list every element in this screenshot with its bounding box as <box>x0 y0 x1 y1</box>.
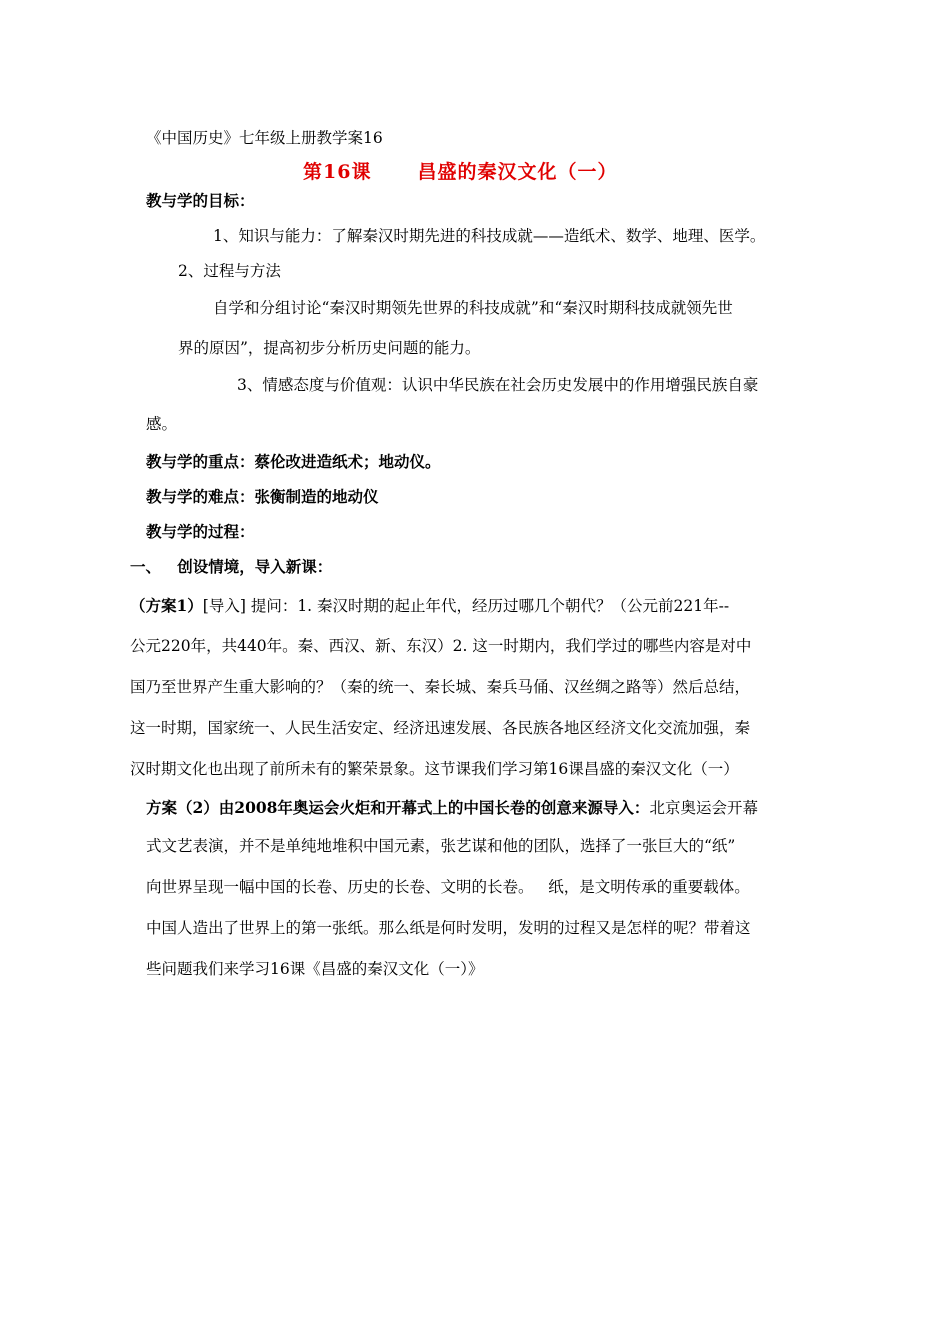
plan-2-text-1: 北京奥运会开幕 <box>649 799 758 817</box>
goal-item-2-heading: 2、过程与方法 <box>178 262 281 280</box>
goal-item-2-line-1: 自学和分组讨论“秦汉时期领先世界的科技成就”和“秦汉时期科技成就领先世 <box>213 299 733 317</box>
plan-2-line-1 <box>146 798 758 818</box>
plan-1-line-2: 公元220年，共440年。秦、西汉、新、东汉）2. 这一时期内，我们学过的哪些内容是对中 <box>130 637 752 655</box>
plan-1-text-1: [导入] 提问：1. 秦汉时期的起止年代，经历过哪几个朝代？（公元前221年-- <box>202 597 730 615</box>
plan-1-line-1 <box>130 596 729 616</box>
plan-2-line-2: 式文艺表演，并不是单纯地堆积中国元素，张艺谋和他的团队，选择了一张巨大的“纸” <box>146 837 736 855</box>
plan-1-label: （方案1） <box>130 596 203 615</box>
plan-2-line-5: 些问题我们来学习16课《昌盛的秦汉文化（一）》 <box>146 960 484 978</box>
plan-2-line-3: 向世界呈现一幅中国的长卷、历史的长卷、文明的长卷。 纸，是文明传承的重要载体。 <box>146 878 750 896</box>
lesson-name: 昌盛的秦汉文化（一） <box>417 161 618 183</box>
plan-2-line-4: 中国人造出了世界上的第一张纸。那么纸是何时发明，发明的过程又是怎样的呢？带着这 <box>146 919 751 937</box>
goals-heading: 教与学的目标： <box>146 191 255 210</box>
difficulty <box>146 487 379 507</box>
document-header: 《中国历史》七年级上册教学案16 <box>146 129 383 147</box>
plan-1-line-3: 国乃至世界产生重大影响的？（秦的统一、秦长城、秦兵马俑、汉丝绸之路等）然后总结， <box>130 678 751 696</box>
plan-2-label: 方案（2）由2008年奥运会火炬和开幕式上的中国长卷的创意来源导入： <box>146 798 650 817</box>
key-points-text: 蔡伦改进造纸术；地动仪。 <box>254 452 441 471</box>
section-1-heading: 一、 创设情境，导入新课： <box>130 557 333 576</box>
lesson-number: 第16课 <box>303 161 372 183</box>
key-points-label: 教与学的重点： <box>146 452 255 471</box>
plan-1-line-5: 汉时期文化也出现了前所未有的繁荣景象。这节课我们学习第16课昌盛的秦汉文化（一） <box>130 760 739 778</box>
difficulty-text: 张衡制造的地动仪 <box>254 487 379 506</box>
plan-1-line-4: 这一时期，国家统一、人民生活安定、经济迅速发展、各民族各地区经济文化交流加强，秦 <box>130 719 751 737</box>
process-heading: 教与学的过程： <box>146 522 255 541</box>
difficulty-label: 教与学的难点： <box>146 487 255 506</box>
lesson-title <box>303 162 617 182</box>
key-points <box>146 452 441 472</box>
goal-item-1: 1、知识与能力：了解秦汉时期先进的科技成就——造纸术、数学、地理、医学。 <box>213 227 766 245</box>
goal-item-2-line-2: 界的原因”，提高初步分析历史问题的能力。 <box>178 339 481 357</box>
goal-item-3-line-2: 感。 <box>146 415 178 433</box>
goal-item-3-line-1: 3、情感态度与价值观：认识中华民族在社会历史发展中的作用增强民族自豪 <box>237 376 759 394</box>
